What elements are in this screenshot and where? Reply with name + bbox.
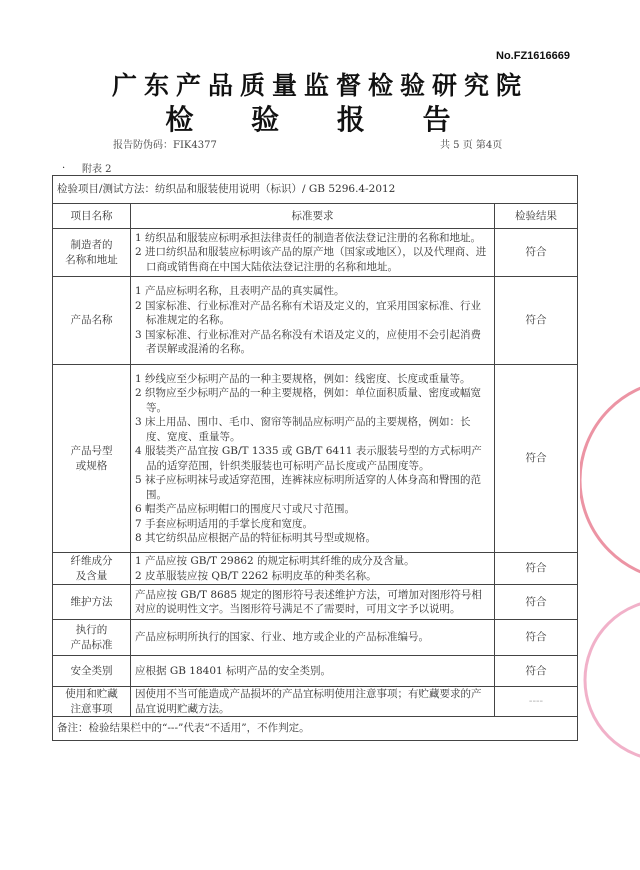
requirements xyxy=(131,585,495,620)
requirement-line: 2 织物应至少标明产品的一种主要规格，例如：单位面积质量、密度或幅宽等。 xyxy=(135,387,482,414)
requirement-line: 5 袜子应标明袜号或适穿范围，连裤袜应标明所适穿的人体身高和臀围的范围。 xyxy=(135,474,482,501)
requirement-line: 6 帽类产品应标明帽口的围度尺寸或尺寸范围。 xyxy=(135,503,356,515)
result: 符合 xyxy=(495,620,578,656)
result: 符合 xyxy=(495,585,578,620)
header-item-name: 项目名称 xyxy=(53,204,131,229)
requirement-line: 1 纱线应至少标明产品的一种主要规格，例如：线密度、长度或重量等。 xyxy=(135,372,471,385)
table-row xyxy=(53,585,578,620)
test-method: 检验项目/测试方法：纺织品和服装使用说明（标识）/ GB 5296.4-2012 xyxy=(53,176,578,204)
item-name: 产品号型 或规格 xyxy=(53,365,131,553)
table-row xyxy=(53,656,578,687)
item-name: 使用和贮藏 注意事项 xyxy=(53,687,131,717)
requirements xyxy=(131,229,495,277)
requirement-line: 产品应按 GB/T 8685 规定的图形符号表述维护方法，可增加对图形符号相对应的说明性文字。当图形符号满足不了需要时，可用文字予以说明。 xyxy=(135,588,482,615)
table-row xyxy=(53,553,578,585)
requirement-line: 2 进口纺织品和服装应标明该产品的原产地（国家或地区），以及代理商、进口商或销售商在中国大陆依法登记注册的名称和地址。 xyxy=(135,246,487,273)
result: 符合 xyxy=(495,229,578,277)
table-row xyxy=(53,229,578,277)
item-name: 安全类别 xyxy=(53,656,131,687)
requirement-line: 1 产品应按 GB/T 29862 的规定标明其纤维的成分及含量。 xyxy=(135,555,415,567)
result: ---- xyxy=(495,687,578,717)
attachment-label: 附表 2 xyxy=(82,164,112,175)
requirements xyxy=(131,365,495,553)
requirement-line: 因使用不当可能造成产品损坏的产品宜标明使用注意事项；有贮藏要求的产品宜说明贮藏方法。 xyxy=(135,688,482,715)
anti-fake-code: 报告防伪码：FIK4377 xyxy=(113,140,217,151)
report-title: 检 验 报 告 xyxy=(165,103,475,136)
requirement-line: 2 皮革服装应按 QB/T 2262 标明皮革的种类名称。 xyxy=(135,569,377,582)
requirement-line: 7 手套应标明适用的手掌长度和宽度。 xyxy=(135,517,314,530)
table-row xyxy=(53,365,578,553)
requirement-line: 3 国家标准、行业标准对产品名称没有术语及定义的，应使用不会引起消费者误解或混淆的名称。 xyxy=(135,328,482,356)
requirement-line: 2 国家标准、行业标准对产品名称有术语及定义的，宜采用国家标准、行业标准规定的名称。 xyxy=(135,299,482,327)
table-note: 备注：检验结果栏中的“---”代表“不适用”，不作判定。 xyxy=(53,717,578,741)
item-name: 执行的 产品标准 xyxy=(53,620,131,656)
result: 符合 xyxy=(495,553,578,585)
header-result: 检验结果 xyxy=(495,204,578,229)
requirements xyxy=(131,553,495,585)
item-name: 纤维成分 及含量 xyxy=(53,553,131,585)
requirements xyxy=(131,277,495,365)
requirements xyxy=(131,687,495,717)
requirements xyxy=(131,656,495,687)
report-number: No.FZ1616669 xyxy=(496,50,570,62)
table-row xyxy=(53,687,578,717)
institute-name: 广东产品质量监督检验研究院 xyxy=(111,71,528,100)
requirements xyxy=(131,620,495,656)
inspection-table xyxy=(52,175,578,741)
requirement-line: 8 其它纺织品应根据产品的特征标明其号型或规格。 xyxy=(135,532,377,544)
requirement-line: 应根据 GB 18401 标明产品的安全类别。 xyxy=(135,664,332,677)
requirement-line: 1 纺织品和服装应标明承担法律责任的制造者依法登记注册的名称和地址。 xyxy=(135,231,482,244)
item-name: 维护方法 xyxy=(53,585,131,620)
table-row xyxy=(53,277,578,365)
result: 符合 xyxy=(495,656,578,687)
item-name: 制造者的 名称和地址 xyxy=(53,229,131,277)
result: 符合 xyxy=(495,365,578,553)
requirement-line: 4 服装类产品宜按 GB/T 1335 或 GB/T 6411 表示服装号型的方式标明产品的适穿范围，针织类服装也可标明产品长度或产品围度等。 xyxy=(135,445,482,472)
page-info: 共 5 页 第4页 xyxy=(440,140,503,151)
requirement-line: 1 产品应标明名称，且表明产品的真实属性。 xyxy=(135,285,345,298)
item-name: 产品名称 xyxy=(53,277,131,365)
dot-mark: . xyxy=(62,160,66,171)
table-row xyxy=(53,620,578,656)
requirement-line: 3 床上用品、围巾、毛巾、窗帘等制品应标明产品的主要规格，例如：长度、宽度、重量等。 xyxy=(135,416,471,443)
result: 符合 xyxy=(495,277,578,365)
requirement-line: 产品应标明所执行的国家、行业、地方或企业的产品标准编号。 xyxy=(135,631,429,644)
header-requirements: 标准要求 xyxy=(131,204,495,229)
red-stamp xyxy=(580,370,640,770)
